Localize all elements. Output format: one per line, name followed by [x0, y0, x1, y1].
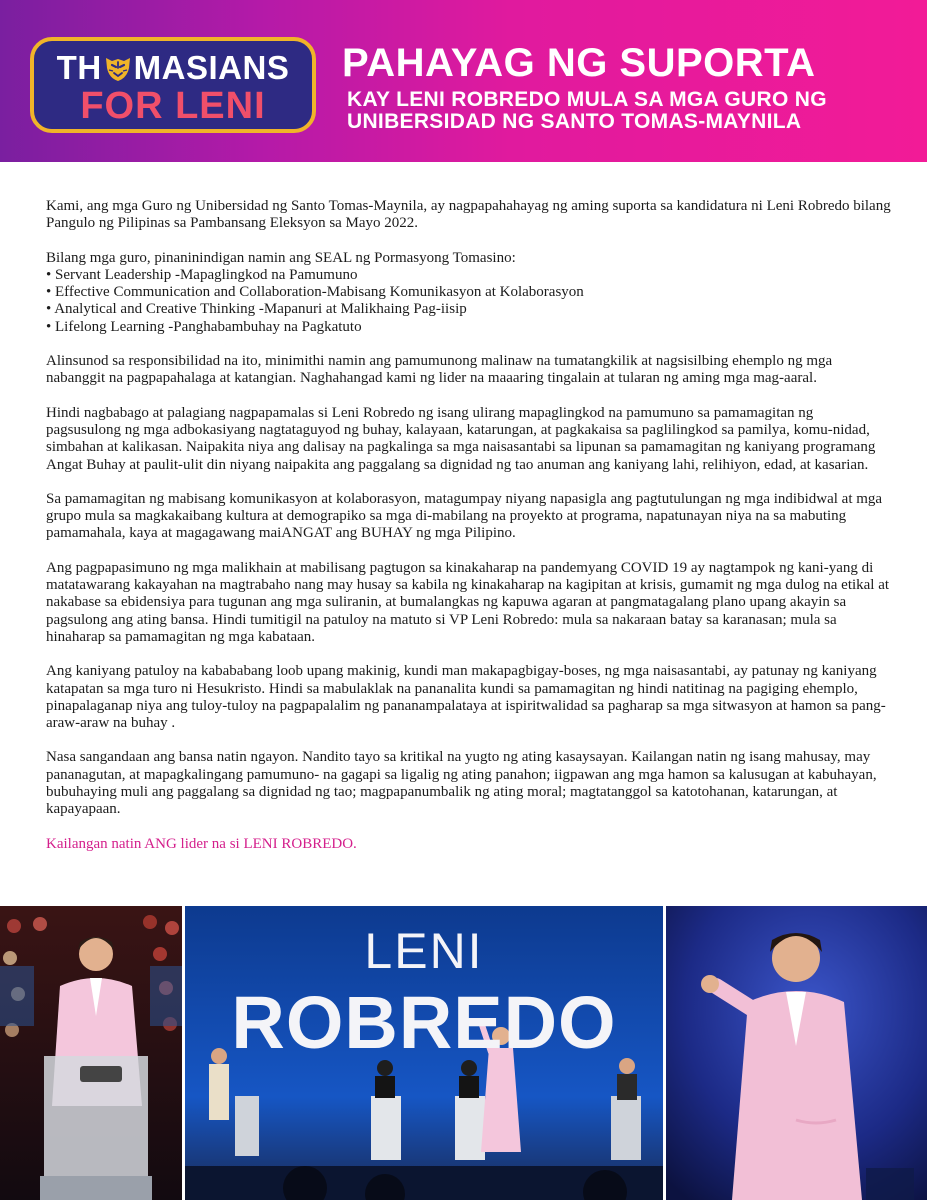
seal-section [46, 250, 892, 336]
paragraph-lifelong-learning: Ang kaniyang patuloy na kabababang loob upang makinig, kundi man makapagbigay-boses, ng mga naisasantabi, ay patunay ng kaniyang katapatan sa mga turo ni Hesukristo. Hindi sa mabulaklak na pananalita kundi sa pamamagitan ng hindi natitinag na pagiging ehemplo, pinapalaganap niya ang tuloy-tuloy na pagpapalalim ng pananampalataya at ispiritwalidad sa pagharap sa mga sitwasyon at hamon sa pang-araw-araw na buhay . [46, 663, 886, 732]
intro-paragraph: Kami, ang mga Guro ng Unibersidad ng Santo Tomas-Maynila, ay nagpapahahayag ng aming suporta sa kandidatura ni Leni Robredo bilang Pangulo ng Pilipinas sa Pambansang Eleksyon sa Mayo 2022. [46, 198, 891, 232]
thomasians-for-leni-logo [30, 37, 316, 133]
tiger-head-icon [103, 52, 133, 80]
photo-strip [0, 906, 927, 1200]
seal-list-item: • Effective Communication and Collaboration-Mabisang Komunikasyon at Kolaborasyon [46, 284, 892, 301]
seal-list-item: • Analytical and Creative Thinking -Mapanuri at Malikhaing Pag-iisip [46, 301, 892, 318]
debate-photo-left [0, 906, 182, 1200]
paragraph-servant-leadership: Hindi nagbabago at palagiang nagpapamalas si Leni Robredo ng isang ulirang mapaglingkod na pamumuno sa pamamagitan ng pagsusulong ng mga adbokasiyang nagtataguyod ng buhay, kalayaan, katarungan, at pagkakaisa sa paglilingkod sa pamilya, komu-nidad, simbahan at kalikasan. Naipakita niya ang dalisay na pagkalinga sa mga naisasantabi sa lipunan sa pamamagitan ng kaniyang programang Angat Buhay at paulit-ulit din niyang naipakita ang paggalang sa dignidad ng tao anuman ang kaniyang lahi, relihiyon, edad, at kasarian. [46, 404, 876, 473]
seal-list-item: • Lifelong Learning -Panghabambuhay na Pagkatuto [46, 319, 892, 336]
logo-line-1: TH MASIANS [56, 49, 290, 86]
seal-list-item: • Servant Leadership -Mapaglingkod na Pamumuno [46, 267, 892, 284]
paragraph-creative-thinking: Ang pagpapasimuno ng mga malikhain at mabilisang pagtugon sa kinakaharap na pandemyang COVID 19 ay nagtampok ng kani-yang di matatawarang kakayahan na magtrabaho nang may husay sa kabila ng kinakaharap na kagipitan at krisis, gumamit ng mga dulog na etikal at nakabase sa ebidensiya para tugunan ang mga suliranin, at bumalangkas ng kapuwa agaran at pangmatagalang plano upang akayin sa pagsulong ang ating bansa. Hindi tumitigil na patuloy na matuto si VP Leni Robredo: mula sa nakaraan batay sa karanasan; mula sa hinaharap sa pamamagitan ng mga kabataan. [46, 559, 890, 645]
debate-stage-photo [185, 906, 663, 1200]
logo-line-2: FOR LENI [80, 85, 266, 127]
closing-statement: Kailangan natin ANG lider na si LENI ROBREDO. [46, 835, 357, 852]
stage-name-line-2: ROBREDO [231, 981, 617, 1064]
page-subtitle [347, 89, 907, 133]
header-banner [0, 0, 927, 162]
statement-body [46, 198, 892, 870]
paragraph-crossroads: Nasa sangandaan ang bansa natin ngayon. Nandito tayo sa kritikal na yugto ng ating kasaysayan. Kailangan natin ng isang mahusay, may pananagutan, at mapagkalingang pamumuno- na gagapi sa ligalig ng ating panahon; iigpawan ang mga hamon sa kalusugan at kabuhayan, bubuhaying muli ang paggalang sa dignidad ng tao; magpapanumbalik ng ating moral; magtatanggol sa katotohanan, katarungan, at kapayapaan. [46, 749, 877, 818]
debate-photo-right [666, 906, 927, 1200]
paragraph-responsibility: Alinsunod sa responsibilidad na ito, minimithi namin ang pamumunong malinaw na tumatangkilik at nagsisilbing ehemplo ng mga nabanggit na pagpapahalaga at katangian. Naghahangad kami ng lider na maaaring tingalain at tularan ng aming mga mag-aaral. [46, 353, 833, 387]
page-title: PAHAYAG NG SUPORTA [342, 41, 816, 85]
subtitle-line-1: KAY LENI ROBREDO MULA SA MGA GURO NG [347, 88, 827, 111]
seal-list [46, 267, 892, 336]
seal-intro: Bilang mga guro, pinaninindigan namin ang SEAL ng Pormasyong Tomasino: [46, 249, 516, 266]
stage-name-line-1: LENI [364, 923, 484, 979]
paragraph-communication: Sa pamamagitan ng mabisang komunikasyon at kolaborasyon, matagumpay niyang napasigla ang pagtutulungan ng mga indibidwal at mga grupo mula sa magkakaibang kultura at demograpiko sa mga di-mabilang na proyekto at programa, napatunayan niya na sa mabuting pamamahala, kaya at magagawang maiANGAT ang BUHAY ng mga Pilipino. [46, 490, 883, 542]
subtitle-line-2: UNIBERSIDAD NG SANTO TOMAS-MAYNILA [347, 110, 802, 133]
